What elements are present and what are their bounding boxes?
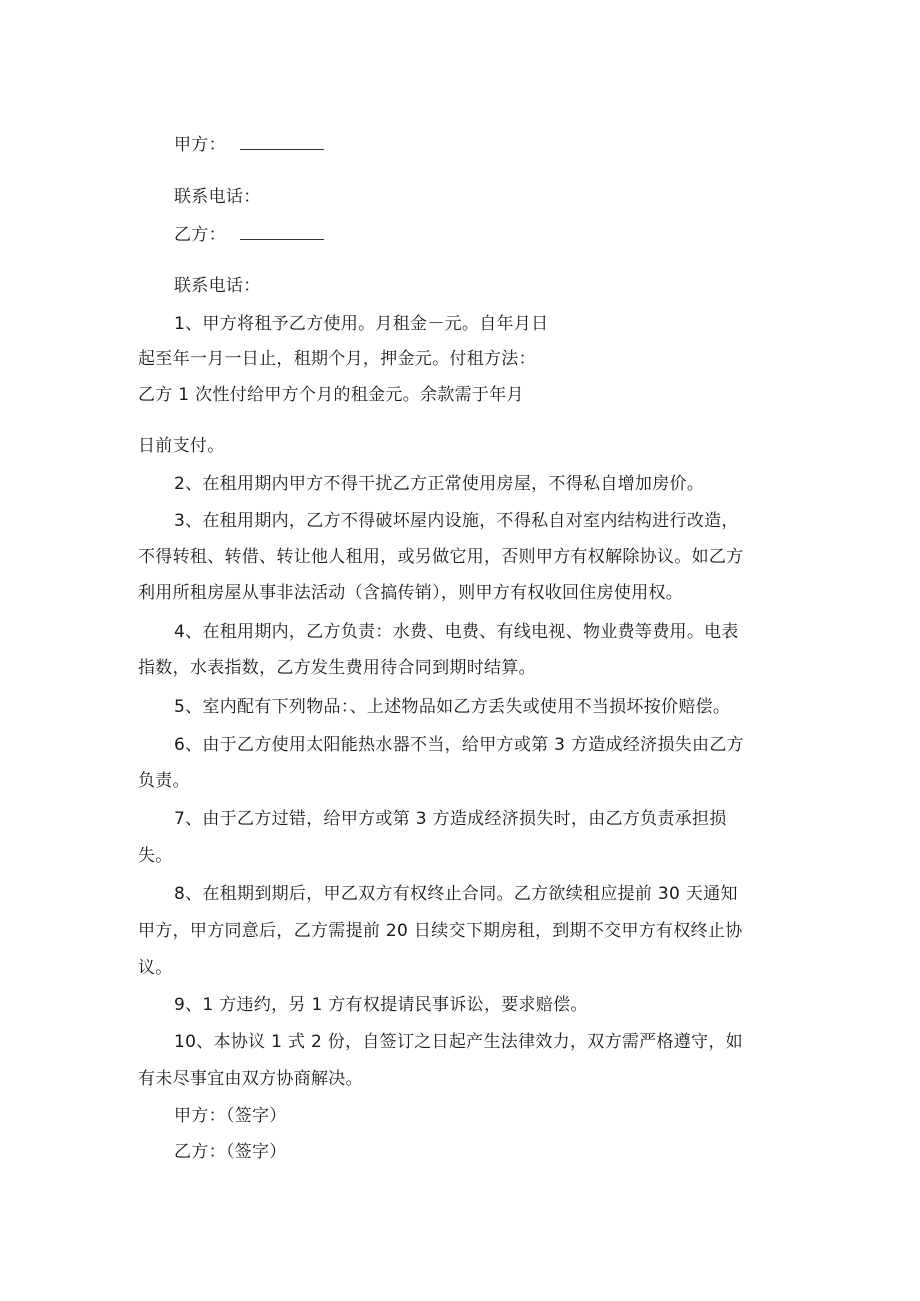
party-b-signature: 乙方：（签字） [174,1142,287,1162]
party-a-label: 甲方： [174,135,226,155]
party-a-field [174,134,324,156]
clause-6-line-1: 6、由于乙方使用太阳能热水器不当，给甲方或第 3 方造成经济损失由乙方 [174,735,744,755]
clause-1-line-2: 起至年一月一日止，租期个月，押金元。付租方法： [138,349,536,369]
clause-8-line-2: 甲方，甲方同意后，乙方需提前 20 日续交下期房租，到期不交甲方有权终止协 [138,921,743,941]
party-b-phone-label: 联系电话： [174,276,261,296]
clause-8-line-1: 8、在租期到期后，甲乙双方有权终止合同。乙方欲续租应提前 30 天通知 [174,884,738,904]
clause-5-line-1: 5、室内配有下列物品：、上述物品如乙方丢失或使用不当损坏按价赔偿。 [174,697,731,717]
clause-2-line-1: 2、在租用期内甲方不得干扰乙方正常使用房屋，不得私自增加房价。 [174,474,705,494]
party-a-phone-label: 联系电话： [174,187,261,207]
clause-1-line-4: 日前支付。 [138,436,225,456]
clause-8-line-3: 议。 [138,958,173,978]
clause-3-line-1: 3、在租用期内，乙方不得破坏屋内设施，不得私自对室内结构进行改造， [174,511,739,531]
clause-1-line-3: 乙方 1 次性付给甲方个月的租金元。余款需于年月 [138,385,524,405]
party-b-blank [240,225,324,240]
party-a-signature: 甲方：（签字） [174,1106,287,1126]
party-a-blank [240,135,324,150]
clause-1-line-1: 1、甲方将租予乙方使用。月租金－元。自年月日 [174,314,549,334]
clause-4-line-2: 指数，水表指数，乙方发生费用待合同到期时结算。 [138,658,536,678]
clause-10-line-2: 有未尽事宜由双方协商解决。 [138,1069,363,1089]
party-b-field [174,224,324,246]
party-b-label: 乙方： [174,225,226,245]
clause-9-line-1: 9、1 方违约，另 1 方有权提请民事诉讼，要求赔偿。 [174,995,588,1015]
clause-7-line-1: 7、由于乙方过错，给甲方或第 3 方造成经济损失时，由乙方负责承担损 [174,809,727,829]
clause-6-line-2: 负责。 [138,771,190,791]
clause-4-line-1: 4、在租用期内，乙方负责：水费、电费、有线电视、物业费等费用。电表 [174,622,739,642]
clause-3-line-2: 不得转租、转借、转让他人租用，或另做它用，否则甲方有权解除协议。如乙方 [138,547,744,567]
clause-7-line-2: 失。 [138,846,173,866]
clause-3-line-3: 利用所租房屋从事非法活动（含搞传销），则甲方有权收回住房使用权。 [138,583,684,603]
clause-10-line-1: 10、本协议 1 式 2 份，自签订之日起产生法律效力，双方需严格遵守，如 [174,1032,743,1052]
